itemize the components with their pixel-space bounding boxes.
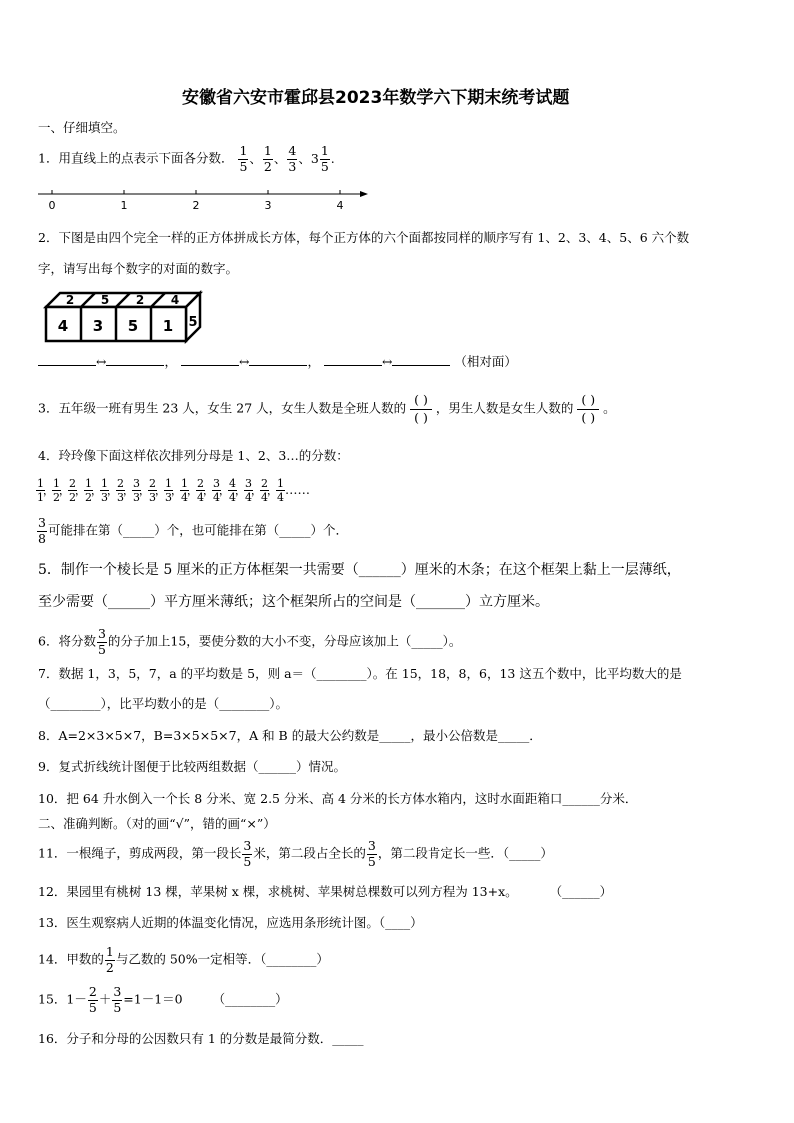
sequence-fraction: $\frac{2}{3}$	[149, 477, 156, 504]
question-4-line-1: 4．玲玲像下面这样依次排列分母是 1、2、3…的分数：	[38, 448, 349, 463]
q2-answer-line: ↔ ， ↔ ， ↔ （相对面）	[38, 356, 517, 369]
question-2-line-2: 字，请写出每个数字的对面的数字。	[38, 261, 239, 276]
cube-front-number: 4	[57, 317, 69, 335]
sequence-fraction: $\frac{2}{3}$	[117, 477, 124, 504]
question-13: 13．医生观察病人近期的体温变化情况，应选用条形统计图。（____）	[38, 915, 423, 930]
q1-fraction: $\frac{1}{5}$	[239, 143, 248, 174]
number-line-arrow	[360, 191, 368, 197]
number-line-label: 4	[336, 199, 344, 212]
question-9: 9．复式折线统计图便于比较两组数据（______）情况。	[38, 759, 346, 774]
number-line	[36, 184, 376, 214]
question-4-line-3: $\frac{3}{8}$ 可能排在第（_____）个，也可能排在第（_____）个．	[38, 515, 348, 546]
sequence-fraction: $\frac{2}{4}$	[261, 477, 268, 504]
cube-top-number: 5	[100, 293, 110, 307]
cube-top-number: 2	[135, 293, 145, 307]
question-15: 15．1－ $\frac{2}{5}$ ＋ $\frac{3}{5}$ =1－1＝0 （________）	[38, 984, 288, 1015]
q3-answer-fraction-1[interactable]: ( ) ( )	[410, 394, 432, 424]
sequence-fraction: $\frac{4}{4}$	[229, 477, 236, 504]
number-line-label: 2	[192, 199, 200, 212]
section-1-heading: 一、仔细填空。	[38, 120, 126, 135]
sequence-fraction: $\frac{1}{4}$	[181, 477, 188, 504]
question-8: 8．A=2×3×5×7，B=3×5×5×7，A 和 B 的最大公约数是_____，最小公倍数是_____．	[38, 728, 542, 743]
q1-text: 1．用直线上的点表示下面各分数．	[38, 150, 234, 166]
section-2-heading: 二、准确判断。（对的画“√”，错的画“×”）	[38, 816, 276, 831]
q1-fraction: $\frac{4}{3}$	[288, 143, 297, 174]
question-5-line-2: 至少需要（______）平方厘米薄纸；这个框架所占的空间是（_______）立方厘米。	[38, 594, 549, 610]
question-1	[38, 145, 335, 173]
question-12: 12．果园里有桃树 13 棵，苹果树 x 棵，求桃树、苹果树总棵数可以列方程为 13+x。 （______）	[38, 884, 613, 899]
cube-front-number: 5	[127, 317, 139, 335]
q4-fraction-sequence: $\frac{1}{1}$ ， $\frac{1}{2}$ ， $\frac{2}{2}$ ， $\frac{1}{2}$ ， $\frac{1}{3}$ ， $\frac{2}{3}$ ， $\frac{3}{3}$ ， $\frac{2}{3}$ ， $\frac{1}{3}$ ， $\frac{1}{4}$ ， $\frac{2}{4}$ ， $\frac{3}{4}$ ， $\frac{4}{4}$ ， $\frac{3}{4}$ ， $\frac{2}{4}$ ， $\frac{1}{4}$ ……	[37, 477, 310, 504]
sequence-fraction: $\frac{3}{4}$	[213, 477, 220, 504]
q1-mixed-fraction: $\frac{1}{5}$	[320, 143, 329, 174]
sequence-fraction: $\frac{1}{2}$	[85, 477, 92, 504]
question-7-line-1: 7．数据 1，3，5，7，a 的平均数是 5，则 a＝（________）。在 15，18，8，6，13 这五个数中，比平均数大的是	[38, 666, 682, 681]
question-6: 6．将分数 $\frac{3}{5}$ 的分子加上15，要使分数的大小不变，分母应该加上（_____）。	[38, 626, 462, 657]
cuboid-figure	[40, 290, 210, 350]
sequence-fraction: $\frac{1}{2}$	[53, 477, 60, 504]
sequence-fraction: $\frac{1}{1}$	[37, 477, 44, 504]
cube-top-number: 4	[170, 293, 180, 307]
cube-front-number: 3	[92, 317, 104, 335]
cube-side-number: 5	[188, 315, 198, 330]
number-line-label: 0	[48, 199, 56, 212]
sequence-fraction: $\frac{1}{3}$	[101, 477, 108, 504]
question-5-line-1: 5．制作一个棱长是 5 厘米的正方体框架一共需要（______）厘米的木条；在这个框架上黏上一层薄纸，	[38, 562, 681, 578]
number-line-label: 1	[120, 199, 128, 212]
sequence-fraction: $\frac{2}{2}$	[69, 477, 76, 504]
q3-answer-fraction-2[interactable]: ( ) ( )	[577, 394, 599, 424]
sequence-fraction: $\frac{1}{3}$	[165, 477, 172, 504]
q2-suffix: （相对面）	[454, 354, 517, 369]
q1-mixed-number: 3	[310, 150, 319, 166]
sequence-fraction: $\frac{3}{3}$	[133, 477, 140, 504]
question-16: 16．分子和分母的公因数只有 1 的分数是最简分数．_____	[38, 1031, 364, 1046]
question-3: 3．五年级一班有男生 23 人，女生 27 人，女生人数是全班人数的 ( ) ( ) ，男生人数是女生人数的 ( ) ( ) 。	[38, 392, 616, 425]
cube-front-number: 1	[162, 317, 174, 335]
q4-fraction: $\frac{3}{8}$	[38, 515, 46, 546]
question-11: 11．一根绳子，剪成两段，第一段长 $\frac{3}{5}$ 米，第二段占全长的 $\frac{3}{5}$ ，第二段肯定长一些．（_____）	[38, 838, 553, 869]
cube-top-number: 2	[65, 293, 75, 307]
question-14: 14．甲数的 $\frac{1}{2}$ 与乙数的 50%一定相等．（________）	[38, 944, 329, 975]
question-7-line-2: （________），比平均数小的是（________）。	[38, 696, 289, 711]
sequence-fraction: $\frac{1}{4}$	[277, 477, 284, 504]
question-10: 10．把 64 升水倒入一个长 8 分米、宽 2.5 分米、高 4 分米的长方体水箱内，这时水面距箱口______分米．	[38, 791, 638, 806]
sequence-fraction: $\frac{2}{4}$	[197, 477, 204, 504]
number-line-label: 3	[264, 199, 272, 212]
q1-fraction: $\frac{1}{2}$	[263, 143, 272, 174]
page-title: 安徽省六安市霍邱县2023年数学六下期末统考试题	[182, 88, 570, 108]
question-2-line-1: 2．下图是由四个完全一样的正方体拼成长方体，每个正方体的六个面都按同样的顺序写有 1、2、3、4、5、6 六个数	[38, 230, 690, 245]
sequence-fraction: $\frac{3}{4}$	[245, 477, 252, 504]
q1-fractions: $\frac{1}{5}$ 、 $\frac{1}{2}$ 、 $\frac{4}{3}$ 、3 $\frac{1}{5}$ .	[239, 143, 335, 174]
